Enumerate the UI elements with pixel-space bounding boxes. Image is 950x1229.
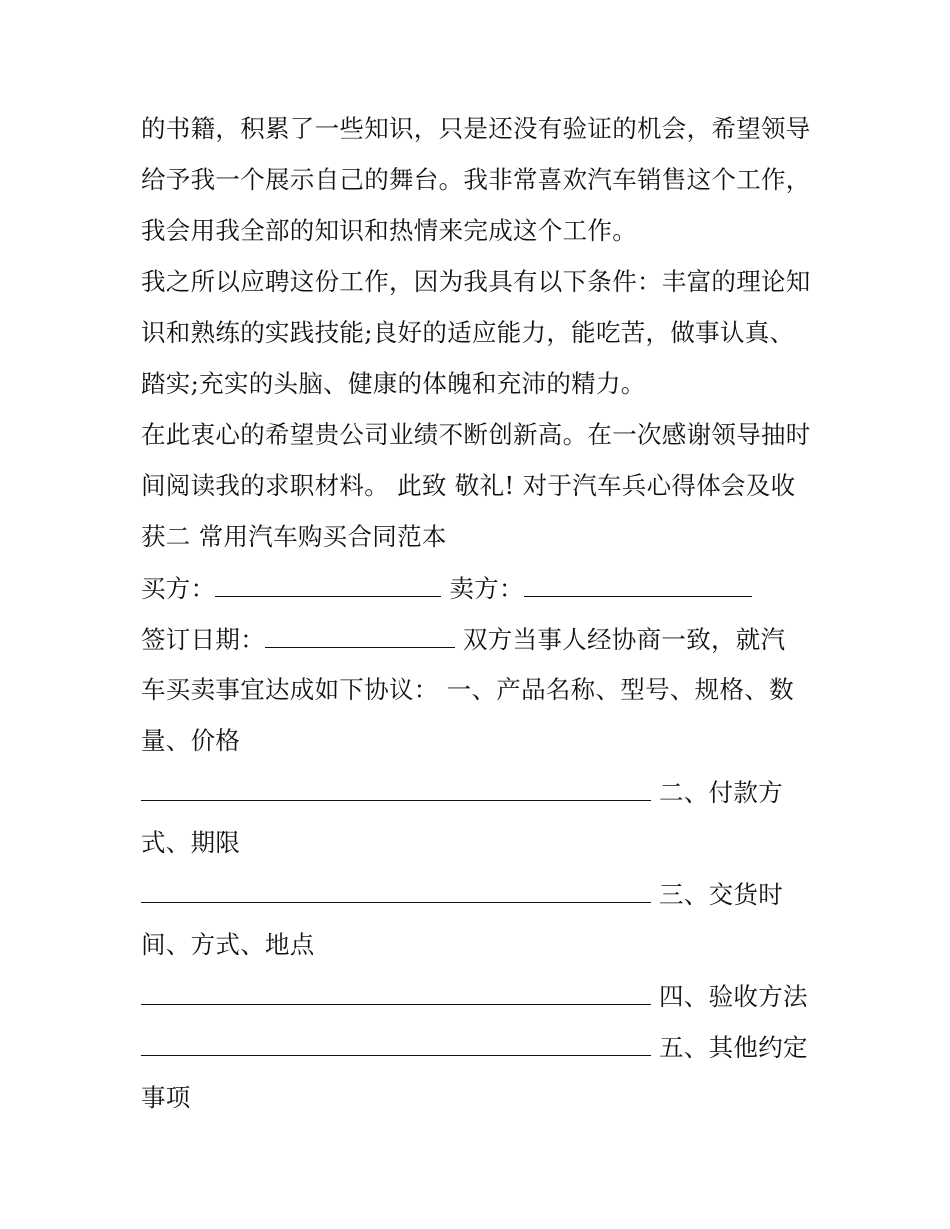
- item2-label: 二、付款方: [659, 778, 783, 807]
- item3-blank: [141, 976, 651, 1005]
- item1-blank: [141, 772, 651, 801]
- item3-line: [141, 874, 821, 914]
- seller-blank: [524, 568, 752, 597]
- item5-label: 五、其他约定: [659, 1033, 808, 1062]
- date-blank: [265, 619, 455, 648]
- item2-line: [141, 772, 821, 812]
- item4-label: 四、验收方法: [659, 982, 808, 1011]
- text-line: 的书籍，积累了一些知识，只是还没有验证的机会，希望领导: [141, 114, 811, 143]
- item4-blank: [141, 1027, 651, 1056]
- parties-line: [141, 568, 821, 608]
- text-line: 量、价格: [141, 726, 241, 755]
- seller-label: 卖方：: [449, 574, 524, 603]
- date-line: [141, 619, 821, 659]
- buyer-blank: [215, 568, 441, 597]
- text-line: 式、期限: [141, 828, 241, 857]
- text-line: 给予我一个展示自己的舞台。我非常喜欢汽车销售这个工作，: [141, 165, 811, 194]
- date-label: 签订日期：: [141, 625, 265, 654]
- text-line: 间阅读我的求职材料。 此致 敬礼! 对于汽车兵心得体会及收: [141, 471, 796, 500]
- item3-label: 三、交货时: [659, 880, 783, 909]
- item2-blank: [141, 874, 651, 903]
- item5-line: [141, 1027, 821, 1067]
- text-line: 间、方式、地点: [141, 930, 315, 959]
- text-line: 踏实;充实的头脑、健康的体魄和充沛的精力。: [141, 369, 646, 398]
- text-line: 识和熟练的实践技能;良好的适应能力，能吃苦，做事认真、: [141, 318, 795, 347]
- text-line: 我之所以应聘这份工作，因为我具有以下条件：丰富的理论知: [141, 267, 811, 296]
- item4-line: [141, 976, 821, 1016]
- text-line: 我会用我全部的知识和热情来完成这个工作。: [141, 216, 637, 245]
- buyer-label: 买方：: [141, 574, 216, 603]
- date-after-text: 双方当事人经协商一致，就汽: [463, 625, 786, 654]
- text-line: 车买卖事宜达成如下协议： 一、产品名称、型号、规格、数: [141, 675, 794, 704]
- text-line: 在此衷心的希望贵公司业绩不断创新高。在一次感谢领导抽时: [141, 420, 811, 449]
- text-line: 事项: [141, 1083, 191, 1112]
- text-line: 获二 常用汽车购买合同范本: [141, 522, 447, 551]
